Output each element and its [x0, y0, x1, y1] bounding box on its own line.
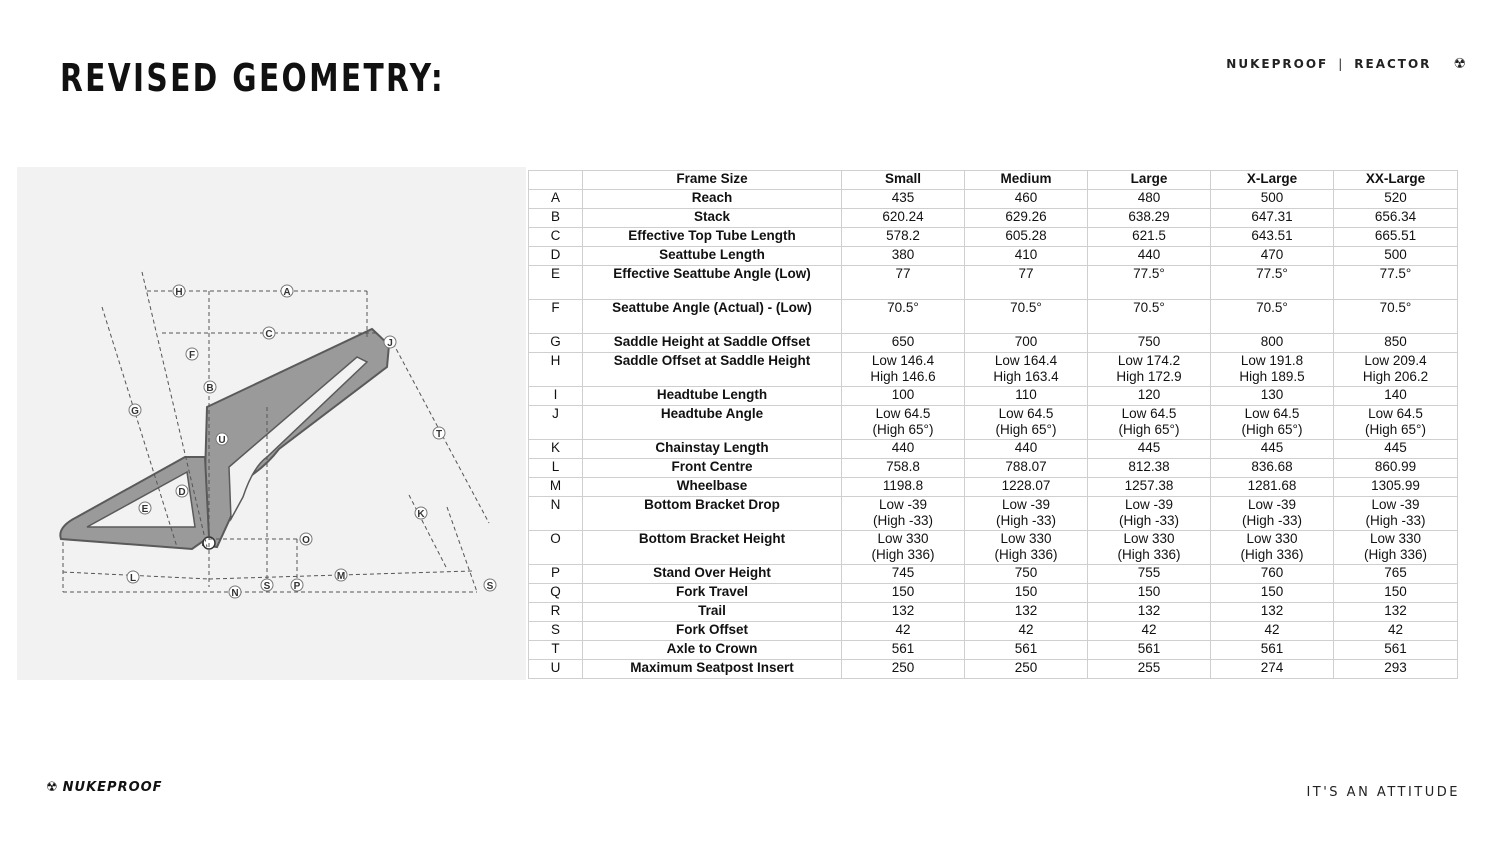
cell-line: High 163.4 — [993, 369, 1059, 384]
table-row — [529, 440, 1458, 459]
cell-xx-large: 665.51 — [1334, 228, 1458, 247]
cell-small: 250 — [842, 660, 965, 679]
cell-line: High 189.5 — [1239, 369, 1305, 384]
cell-line: (High 336) — [1117, 547, 1181, 562]
cell-x-large: 130 — [1211, 387, 1334, 406]
cell-line: Low 64.5 — [875, 406, 931, 421]
table-row — [529, 459, 1458, 478]
cell-small: 758.8 — [842, 459, 965, 478]
cell-x-large: 500 — [1211, 190, 1334, 209]
cell-xx-large: 132 — [1334, 603, 1458, 622]
dim-label-h: H — [175, 287, 183, 298]
dim-marker-s — [484, 579, 496, 592]
row-letter: Q — [529, 584, 583, 603]
cell-x-large: 470 — [1211, 247, 1334, 266]
cell-small: 380 — [842, 247, 965, 266]
table-row — [529, 584, 1458, 603]
row-parameter: Effective Top Tube Length — [583, 228, 842, 247]
row-letter: B — [529, 209, 583, 228]
row-parameter: Headtube Angle — [583, 406, 842, 440]
cell-large: 132 — [1088, 603, 1211, 622]
cell-medium: 42 — [965, 622, 1088, 641]
cell-xx-large — [1334, 406, 1458, 440]
cell-x-large: 800 — [1211, 334, 1334, 353]
cell-line: Low -39 — [1247, 497, 1297, 512]
cell-line: Low 330 — [877, 531, 929, 546]
cell-medium — [965, 497, 1088, 531]
cell-x-large: 274 — [1211, 660, 1334, 679]
row-letter: A — [529, 190, 583, 209]
cell-medium — [965, 353, 1088, 387]
cell-small: 561 — [842, 641, 965, 660]
header-xx-large: XX-Large — [1334, 171, 1458, 190]
cell-medium: 1228.07 — [965, 478, 1088, 497]
table-row — [529, 190, 1458, 209]
cell-line: Low -39 — [1124, 497, 1174, 512]
brand-name: NUKEPROOF — [1226, 57, 1329, 71]
cell-xx-large: 520 — [1334, 190, 1458, 209]
row-letter: I — [529, 387, 583, 406]
header-x-large: X-Large — [1211, 171, 1334, 190]
cell-line: Low 64.5 — [998, 406, 1054, 421]
table-row — [529, 603, 1458, 622]
header-medium: Medium — [965, 171, 1088, 190]
cell-medium: 250 — [965, 660, 1088, 679]
row-letter: J — [529, 406, 583, 440]
cell-medium: 410 — [965, 247, 1088, 266]
footer-logo — [46, 780, 163, 795]
cell-xx-large — [1334, 353, 1458, 387]
cell-line: Low -39 — [1001, 497, 1051, 512]
table-row — [529, 622, 1458, 641]
row-letter: E — [529, 266, 583, 300]
cell-x-large: 647.31 — [1211, 209, 1334, 228]
row-parameter: Stand Over Height — [583, 565, 842, 584]
cell-large: 445 — [1088, 440, 1211, 459]
cell-large: 621.5 — [1088, 228, 1211, 247]
row-letter: F — [529, 300, 583, 334]
cell-small: 620.24 — [842, 209, 965, 228]
cell-xx-large: 656.34 — [1334, 209, 1458, 228]
row-letter: M — [529, 478, 583, 497]
cell-line: (High 65°) — [872, 422, 934, 437]
cell-line: Low 174.2 — [1117, 353, 1181, 368]
row-letter: R — [529, 603, 583, 622]
cell-large: 480 — [1088, 190, 1211, 209]
cell-x-large: 760 — [1211, 565, 1334, 584]
geometry-table — [528, 170, 1458, 679]
row-letter: K — [529, 440, 583, 459]
cell-large: 750 — [1088, 334, 1211, 353]
row-parameter: Bottom Bracket Drop — [583, 497, 842, 531]
brand-separator: | — [1338, 57, 1345, 71]
cell-line: Low 146.4 — [871, 353, 935, 368]
row-parameter: Bottom Bracket Height — [583, 531, 842, 565]
table-row — [529, 228, 1458, 247]
model-name: REACTOR — [1354, 57, 1432, 71]
dim-marker-b — [204, 381, 216, 394]
dim-label-p: S — [263, 581, 271, 592]
cell-xx-large: 77.5° — [1334, 266, 1458, 300]
cell-small: 70.5° — [842, 300, 965, 334]
cell-large: 42 — [1088, 622, 1211, 641]
geometry-table-body — [529, 190, 1458, 679]
table-row — [529, 641, 1458, 660]
dim-marker-m — [229, 586, 241, 599]
dim-label-e: E — [141, 504, 149, 515]
dim-marker-c — [263, 327, 275, 340]
cell-small: 1198.8 — [842, 478, 965, 497]
dim-marker-h — [173, 285, 185, 298]
cell-medium: 605.28 — [965, 228, 1088, 247]
dim-label-j: K — [417, 509, 425, 520]
cell-line: Low 64.5 — [1244, 406, 1300, 421]
cell-large: 440 — [1088, 247, 1211, 266]
header-frame-size: Frame Size — [583, 171, 842, 190]
table-row — [529, 406, 1458, 440]
cell-medium — [965, 406, 1088, 440]
table-row — [529, 334, 1458, 353]
table-row — [529, 565, 1458, 584]
dimension-markers — [127, 285, 496, 599]
dim-label-k: L — [129, 573, 137, 584]
table-row — [529, 660, 1458, 679]
cell-line: (High -33) — [872, 513, 934, 528]
frame-geometry-diagram — [17, 167, 526, 680]
dim-label-g: G — [131, 406, 139, 417]
cell-small — [842, 497, 965, 531]
cell-line: High 206.2 — [1362, 369, 1429, 384]
table-row — [529, 387, 1458, 406]
cell-medium: 700 — [965, 334, 1088, 353]
dim-label-o: P — [293, 581, 301, 592]
frame-diagram-svg — [17, 167, 526, 680]
dim-marker-j — [415, 507, 427, 520]
cell-x-large: 1281.68 — [1211, 478, 1334, 497]
dim-marker-a — [281, 285, 293, 298]
page-title: REVISED GEOMETRY: — [60, 56, 446, 100]
table-row — [529, 247, 1458, 266]
cell-large: 150 — [1088, 584, 1211, 603]
cell-line: Low 164.4 — [994, 353, 1058, 368]
dim-label-m: N — [231, 588, 239, 599]
cell-small: 440 — [842, 440, 965, 459]
header-small: Small — [842, 171, 965, 190]
cell-line: Low 330 — [1000, 531, 1052, 546]
dim-label-a: A — [283, 287, 291, 298]
cell-small: 100 — [842, 387, 965, 406]
cell-line: (High 336) — [994, 547, 1058, 562]
row-parameter: Fork Travel — [583, 584, 842, 603]
cell-large — [1088, 353, 1211, 387]
cell-large: 638.29 — [1088, 209, 1211, 228]
cell-small — [842, 531, 965, 565]
table-row — [529, 266, 1458, 300]
cell-medium — [965, 531, 1088, 565]
nukeproof-trefoil-icon: ☢ — [1453, 56, 1468, 72]
cell-medium: 132 — [965, 603, 1088, 622]
cell-line: (High 336) — [1240, 547, 1304, 562]
cell-xx-large: 561 — [1334, 641, 1458, 660]
cell-large — [1088, 531, 1211, 565]
row-parameter: Seattube Angle (Actual) - (Low) — [583, 300, 842, 334]
dim-label-b: B — [206, 383, 214, 394]
table-row — [529, 353, 1458, 387]
cell-large: 77.5° — [1088, 266, 1211, 300]
cell-line: Low -39 — [1371, 497, 1420, 512]
row-letter: P — [529, 565, 583, 584]
cell-x-large — [1211, 531, 1334, 565]
cell-medium: 77 — [965, 266, 1088, 300]
table-row — [529, 531, 1458, 565]
cell-x-large — [1211, 497, 1334, 531]
dim-marker-n — [300, 533, 312, 546]
cell-line: (High 65°) — [1241, 422, 1303, 437]
cell-large: 812.38 — [1088, 459, 1211, 478]
row-letter: L — [529, 459, 583, 478]
row-letter: U — [529, 660, 583, 679]
cell-small — [842, 406, 965, 440]
cell-small: 650 — [842, 334, 965, 353]
cell-xx-large: 70.5° — [1334, 300, 1458, 334]
tagline: IT'S AN ATTITUDE — [1306, 785, 1460, 800]
cell-line: Low 330 — [1369, 531, 1422, 546]
cell-small: 77 — [842, 266, 965, 300]
cell-small: 132 — [842, 603, 965, 622]
cell-x-large: 77.5° — [1211, 266, 1334, 300]
cell-large — [1088, 406, 1211, 440]
cell-xx-large: 850 — [1334, 334, 1458, 353]
cell-large: 1257.38 — [1088, 478, 1211, 497]
nukeproof-trefoil-icon: ☢ — [46, 780, 59, 795]
cell-small: 745 — [842, 565, 965, 584]
row-parameter: Headtube Length — [583, 387, 842, 406]
cell-medium: 110 — [965, 387, 1088, 406]
cell-line: Low 64.5 — [1368, 406, 1423, 421]
footer-logo-text: NUKEPROOF — [62, 780, 163, 795]
cell-line: (High 336) — [1363, 547, 1428, 562]
dim-label-s: S — [486, 581, 494, 592]
cell-small: 42 — [842, 622, 965, 641]
table-row — [529, 478, 1458, 497]
cell-x-large: 836.68 — [1211, 459, 1334, 478]
table-header-row — [529, 171, 1458, 190]
row-letter: G — [529, 334, 583, 353]
cell-line: (High 336) — [871, 547, 935, 562]
cell-medium: 561 — [965, 641, 1088, 660]
cell-line: (High -33) — [1118, 513, 1180, 528]
row-letter: H — [529, 353, 583, 387]
cell-xx-large: 150 — [1334, 584, 1458, 603]
header-letter — [529, 171, 583, 190]
dim-marker-l — [335, 569, 347, 582]
cell-medium: 440 — [965, 440, 1088, 459]
cell-line: Low 191.8 — [1240, 353, 1304, 368]
cell-x-large: 150 — [1211, 584, 1334, 603]
cell-xx-large: 1305.99 — [1334, 478, 1458, 497]
cell-line: High 146.6 — [870, 369, 936, 384]
dim-label-d: D — [178, 487, 186, 498]
cell-medium: 460 — [965, 190, 1088, 209]
cell-xx-large: 140 — [1334, 387, 1458, 406]
row-parameter: Seattube Length — [583, 247, 842, 266]
cell-large: 561 — [1088, 641, 1211, 660]
row-parameter: Chainstay Length — [583, 440, 842, 459]
dim-marker-p — [261, 579, 273, 592]
cell-line: (High -33) — [1365, 513, 1426, 528]
row-parameter: Reach — [583, 190, 842, 209]
dim-label-t: T — [435, 429, 443, 440]
dim-label-l: M — [336, 571, 346, 582]
dim-label-i: J — [387, 338, 393, 349]
row-parameter: Saddle Height at Saddle Offset — [583, 334, 842, 353]
cell-x-large — [1211, 353, 1334, 387]
cell-large: 120 — [1088, 387, 1211, 406]
cell-medium: 788.07 — [965, 459, 1088, 478]
row-letter: N — [529, 497, 583, 531]
cell-xx-large: 42 — [1334, 622, 1458, 641]
cell-line: (High 65°) — [995, 422, 1057, 437]
cell-xx-large: 445 — [1334, 440, 1458, 459]
cell-small: 150 — [842, 584, 965, 603]
cell-line: High 172.9 — [1116, 369, 1182, 384]
row-parameter: Axle to Crown — [583, 641, 842, 660]
dim-marker-k — [127, 571, 139, 584]
dim-marker-f — [186, 348, 198, 361]
dim-label-f: F — [188, 350, 196, 361]
cell-medium: 750 — [965, 565, 1088, 584]
cell-line: (High 65°) — [1365, 422, 1426, 437]
dim-label-u: U — [218, 435, 226, 446]
table-row — [529, 300, 1458, 334]
dim-marker-g — [129, 404, 141, 417]
row-parameter: Fork Offset — [583, 622, 842, 641]
cell-line: Low 330 — [1123, 531, 1175, 546]
row-parameter: Maximum Seatpost Insert — [583, 660, 842, 679]
cell-xx-large: 293 — [1334, 660, 1458, 679]
cell-line: (High -33) — [1241, 513, 1303, 528]
cell-x-large: 561 — [1211, 641, 1334, 660]
dim-label-n: O — [302, 535, 310, 546]
row-parameter: Stack — [583, 209, 842, 228]
cell-line: Low -39 — [878, 497, 928, 512]
table-row — [529, 497, 1458, 531]
cell-x-large: 643.51 — [1211, 228, 1334, 247]
brand-header — [1226, 56, 1468, 72]
dim-label-c: C — [265, 329, 273, 340]
cell-small: 578.2 — [842, 228, 965, 247]
row-parameter: Wheelbase — [583, 478, 842, 497]
row-parameter: Front Centre — [583, 459, 842, 478]
row-parameter: Trail — [583, 603, 842, 622]
cell-line: (High 65°) — [1118, 422, 1180, 437]
cell-large: 70.5° — [1088, 300, 1211, 334]
cell-medium: 70.5° — [965, 300, 1088, 334]
cell-small — [842, 353, 965, 387]
cell-x-large: 42 — [1211, 622, 1334, 641]
frame-cutout-rear — [87, 472, 195, 527]
row-letter: S — [529, 622, 583, 641]
header-large: Large — [1088, 171, 1211, 190]
row-parameter: Saddle Offset at Saddle Height — [583, 353, 842, 387]
cell-xx-large: 765 — [1334, 565, 1458, 584]
row-letter: O — [529, 531, 583, 565]
row-parameter: Effective Seattube Angle (Low) — [583, 266, 842, 300]
cell-xx-large: 860.99 — [1334, 459, 1458, 478]
cell-line: (High -33) — [995, 513, 1057, 528]
cell-line: Low 330 — [1246, 531, 1298, 546]
cell-xx-large — [1334, 497, 1458, 531]
row-letter: D — [529, 247, 583, 266]
cell-x-large — [1211, 406, 1334, 440]
dim-marker-o — [291, 579, 303, 592]
table-row — [529, 209, 1458, 228]
cell-large: 755 — [1088, 565, 1211, 584]
cell-medium: 150 — [965, 584, 1088, 603]
cell-xx-large: 500 — [1334, 247, 1458, 266]
row-letter: C — [529, 228, 583, 247]
row-letter: T — [529, 641, 583, 660]
cell-line: Low 64.5 — [1121, 406, 1177, 421]
cell-x-large: 70.5° — [1211, 300, 1334, 334]
cell-large — [1088, 497, 1211, 531]
cell-x-large: 445 — [1211, 440, 1334, 459]
cell-small: 435 — [842, 190, 965, 209]
cell-large: 255 — [1088, 660, 1211, 679]
cell-xx-large — [1334, 531, 1458, 565]
cell-line: Low 209.4 — [1364, 353, 1427, 368]
cell-medium: 629.26 — [965, 209, 1088, 228]
cell-x-large: 132 — [1211, 603, 1334, 622]
